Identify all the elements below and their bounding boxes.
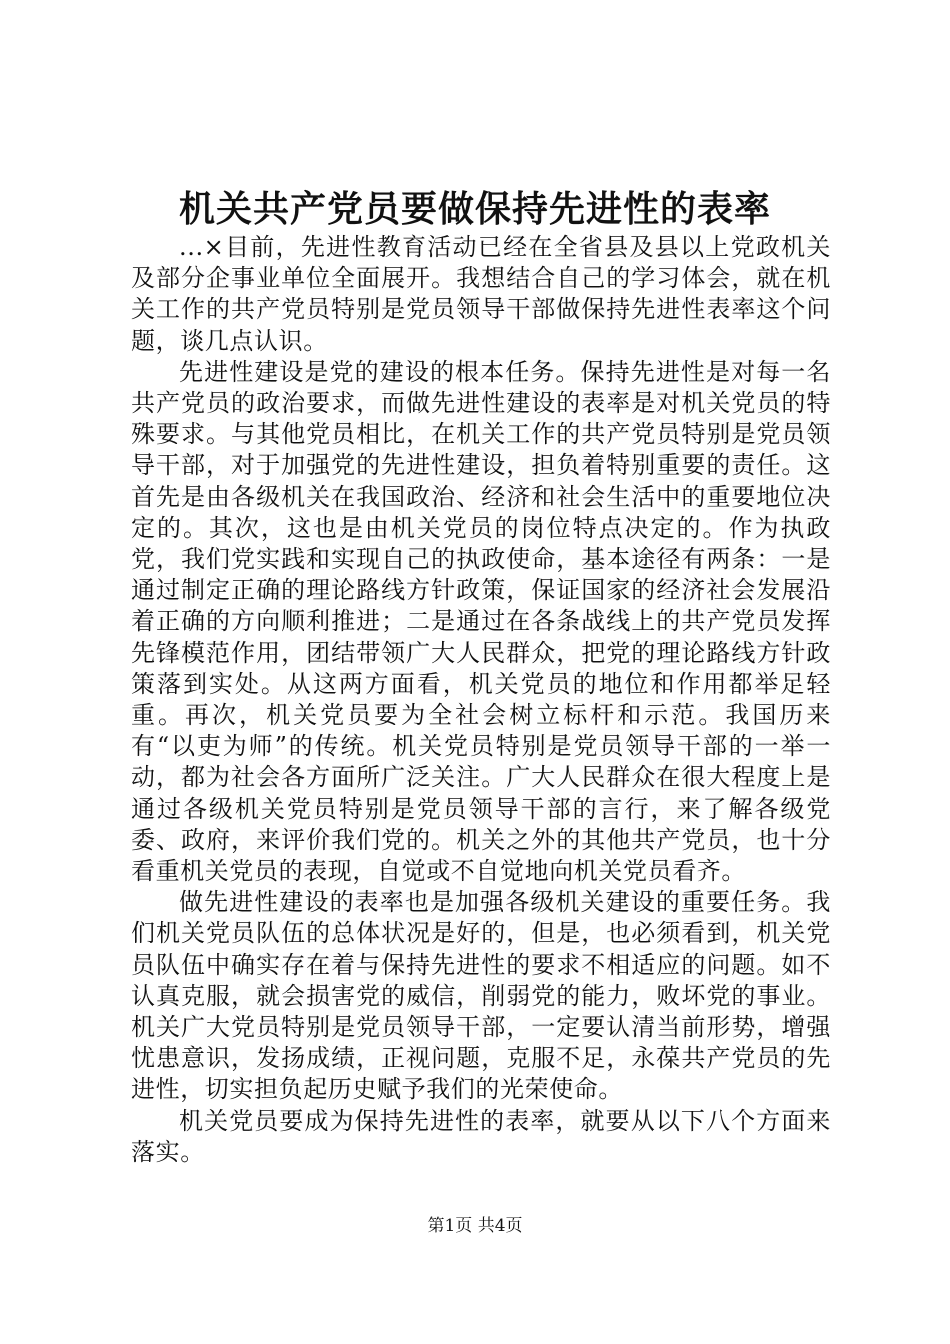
paragraph-advanced-nature-building: 先进性建设是党的建设的根本任务。保持先进性是对每一名共产党员的政治要求，而做先进性建设的表率是对机关党员的特殊要求。与其他党员相比，在机关工作的共产党员特别是党员领导干部，对于加强党的先进性建设，担负着特别重要的责任。这首先是由各级机关在我国政治、经济和社会生活中的重要地位决定的。其次，这也是由机关党员的岗位特点决定的。作为执政党，我们党实践和实现自己的执政使命，基本途径有两条：一是通过制定正确的理论路线方针政策，保证国家的经济社会发展沿着正确的方向顺利推进；二是通过在各条战线上的共产党员发挥先锋模范作用，团结带领广大人民群众，把党的理论路线方针政策落到实处。从这两方面看，机关党员的地位和作用都举足轻重。再次，机关党员要为全社会树立标杆和示范。我国历来有“以吏为师”的传统。机关党员特别是党员领导干部的一举一动，都为社会各方面所广泛关注。广大人民群众在很大程度上是通过各级机关党员特别是党员领导干部的言行，来了解各级党委、政府，来评价我们党的。机关之外的其他共产党员，也十分看重机关党员的表现，自觉或不自觉地向机关党员看齐。 <box>131 357 831 886</box>
document-title: 机关共产党员要做保持先进性的表率 <box>178 188 771 230</box>
paragraph-intro: ...×目前，先进性教育活动已经在全省县及县以上党政机关及部分企事业单位全面展开。我想结合自己的学习体会，就在机关工作的共产党员特别是党员领导干部做保持先进性表率这个问题，谈几点认识。 <box>131 233 831 355</box>
document-body <box>131 232 831 1168</box>
page-number-footer: 第1页 共4页 <box>427 1216 523 1236</box>
paragraph-organ-construction: 做先进性建设的表率也是加强各级机关建设的重要任务。我们机关党员队伍的总体状况是好的，但是，也必须看到，机关党员队伍中确实存在着与保持先进性的要求不相适应的问题。如不认真克服，就会损害党的威信，削弱党的能力，败坏党的事业。机关广大党员特别是党员领导干部，一定要认清当前形势，增强忧患意识，发扬成绩，正视问题，克服不足，永葆共产党员的先进性，切实担负起历史赋予我们的光荣使命。 <box>131 888 831 1104</box>
paragraph-eight-aspects: 机关党员要成为保持先进性的表率，就要从以下八个方面来落实。 <box>131 1106 831 1166</box>
